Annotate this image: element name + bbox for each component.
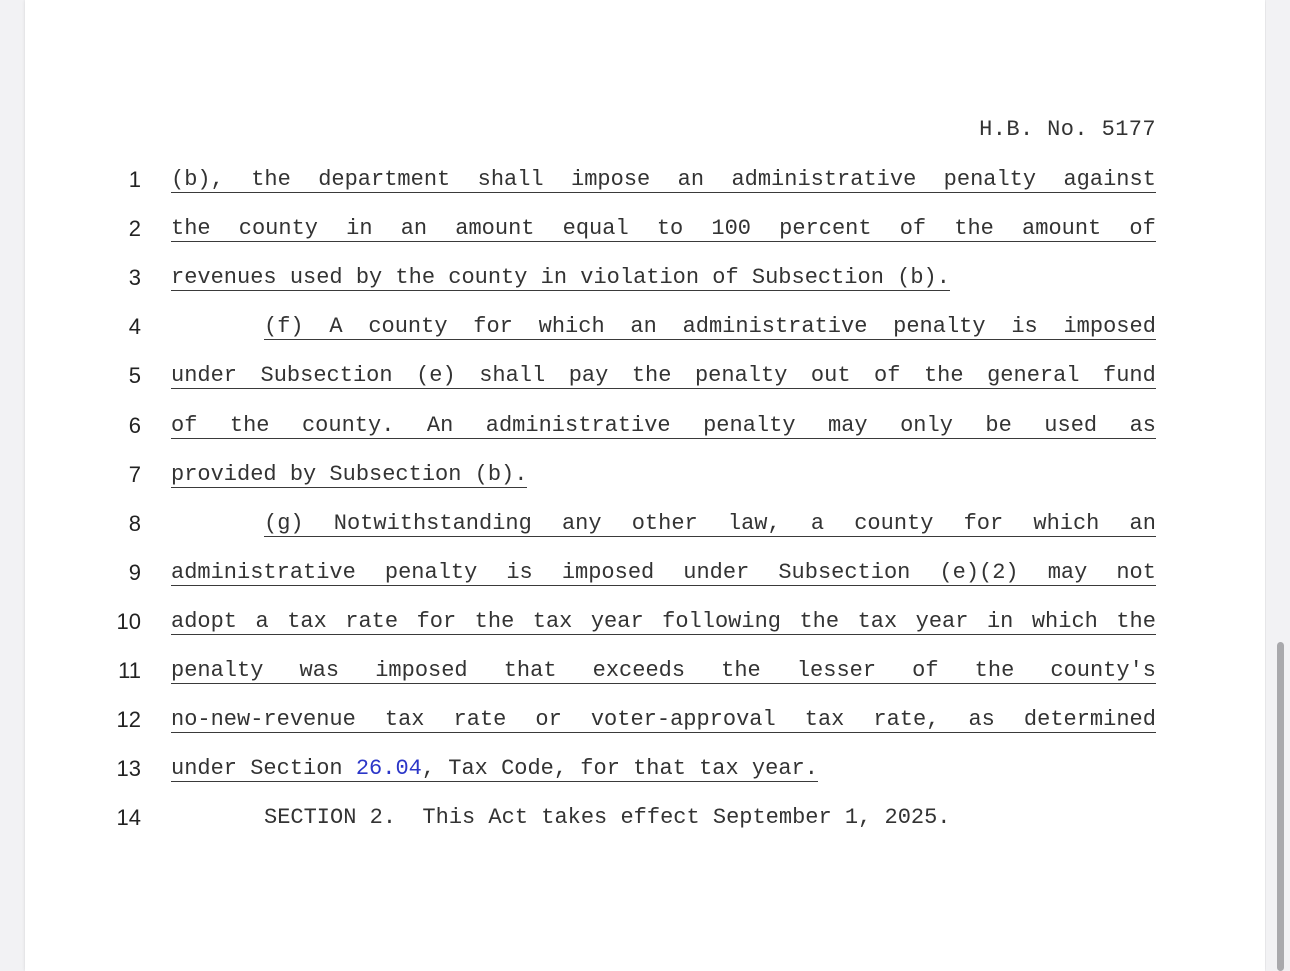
word: (g): [264, 510, 304, 536]
justified-underlined-text: [171, 705, 1156, 733]
word: following: [662, 608, 781, 634]
word: is: [506, 559, 533, 585]
line-number: 7: [128, 461, 141, 487]
word: out: [810, 363, 851, 389]
word: (e): [416, 363, 456, 389]
word: tax: [857, 608, 898, 634]
word: as: [968, 707, 995, 733]
line-text: [171, 754, 1156, 784]
word: penalty: [171, 658, 264, 683]
scrollbar-thumb[interactable]: [1277, 642, 1284, 971]
bill-line: [25, 607, 1265, 637]
word: was: [299, 658, 340, 683]
word: penalty: [943, 167, 1037, 192]
justified-underlined-text: [171, 361, 1156, 389]
bill-line: [25, 411, 1265, 441]
word: amount: [1022, 216, 1102, 242]
bill-line: [25, 754, 1265, 784]
justified-underlined-text: [264, 312, 1156, 340]
text-after-link: , Tax Code, for that tax year.: [421, 756, 818, 782]
word: imposed: [561, 559, 655, 585]
word: voter-approval: [590, 707, 776, 733]
line-text: [171, 214, 1156, 242]
word: the: [974, 658, 1015, 683]
word: county: [368, 314, 448, 340]
line-text: [171, 165, 1156, 193]
line-text: [171, 361, 1156, 389]
word: that: [503, 658, 557, 683]
justified-underlined-text: [171, 214, 1156, 242]
bill-line: [25, 509, 1265, 539]
word: for: [473, 314, 513, 340]
word: law,: [727, 510, 781, 536]
word: penalty: [384, 559, 478, 585]
word: penalty: [694, 363, 788, 389]
word: impose: [571, 167, 651, 192]
word: the: [1116, 608, 1156, 634]
bill-line: [25, 361, 1265, 391]
underlined-text: revenues used by the county in violation of Subsection (b).: [171, 265, 950, 291]
justified-underlined-text: [171, 558, 1156, 586]
line-number: 8: [128, 510, 141, 536]
word: the: [799, 608, 840, 634]
word: administrative: [682, 314, 868, 340]
word: administrative: [485, 412, 671, 438]
underlined-text: [171, 754, 818, 782]
word: lesser: [796, 658, 877, 683]
word: of: [171, 412, 198, 438]
word: penalty: [703, 412, 796, 438]
word: no-new-revenue: [171, 707, 356, 733]
word: as: [1129, 412, 1156, 438]
line-text: [171, 656, 1156, 684]
word: (e)(2): [939, 559, 1019, 585]
word: which: [1031, 608, 1098, 634]
word: fund: [1103, 363, 1156, 389]
line-number: 2: [128, 216, 141, 242]
word: against: [1063, 167, 1156, 192]
word: amount: [455, 216, 535, 242]
word: under: [171, 363, 238, 389]
word: other: [631, 510, 698, 536]
word: in: [986, 608, 1014, 634]
word: (b),: [171, 167, 224, 192]
word: used: [1044, 412, 1098, 438]
line-text: [171, 705, 1156, 733]
word: A: [329, 314, 343, 340]
justified-underlined-text: [171, 656, 1156, 684]
plain-text: SECTION 2. This Act takes effect September 1, 2025.: [264, 805, 951, 831]
justified-underlined-text: [264, 509, 1156, 537]
word: under: [683, 559, 750, 585]
word: adopt: [171, 608, 238, 634]
word: an: [630, 314, 657, 340]
line-number: 1: [128, 167, 141, 192]
bill-line: [25, 312, 1265, 342]
line-number: 12: [116, 707, 141, 733]
word: the: [631, 363, 672, 389]
word: of: [1129, 216, 1156, 242]
bill-number-header: H.B. No. 5177: [979, 117, 1156, 142]
section-link[interactable]: 26.04: [355, 756, 422, 782]
word: the: [923, 363, 964, 389]
word: year: [915, 608, 969, 634]
word: administrative: [171, 559, 356, 585]
word: shall: [477, 167, 544, 192]
word: An: [426, 412, 454, 438]
justified-underlined-text: [171, 411, 1156, 439]
text-before-link: under Section: [171, 756, 356, 782]
word: percent: [779, 216, 872, 242]
word: general: [987, 363, 1080, 389]
word: of: [899, 216, 927, 242]
line-number: 9: [128, 559, 141, 585]
word: may: [1047, 559, 1088, 585]
word: rate,: [873, 707, 940, 733]
word: (f): [264, 314, 304, 340]
justified-underlined-text: [171, 607, 1156, 635]
word: a: [255, 608, 269, 634]
word: department: [318, 167, 451, 192]
word: exceeds: [592, 658, 686, 683]
word: for: [416, 608, 457, 634]
word: not: [1116, 559, 1156, 585]
line-text: [264, 509, 1156, 537]
word: pay: [568, 363, 609, 389]
word: is: [1011, 314, 1038, 340]
word: which: [538, 314, 605, 340]
line-text: [264, 803, 1156, 833]
bill-line: [25, 656, 1265, 686]
line-number: 13: [116, 756, 141, 782]
bill-line: [25, 214, 1265, 244]
word: the: [229, 412, 270, 438]
word: Subsection: [778, 559, 911, 585]
word: the: [251, 167, 291, 192]
bill-line: [25, 263, 1265, 293]
scrollbar-track[interactable]: [1266, 0, 1290, 971]
bill-line: [25, 165, 1265, 195]
bill-line: [25, 803, 1265, 833]
word: in: [346, 216, 373, 242]
word: year: [590, 608, 644, 634]
word: county's: [1050, 658, 1156, 683]
word: the: [954, 216, 994, 242]
word: an: [677, 167, 705, 192]
word: of: [874, 363, 901, 389]
word: county: [238, 216, 318, 242]
word: or: [535, 707, 562, 733]
justified-underlined-text: [171, 165, 1156, 193]
word: an: [400, 216, 428, 242]
line-text: [171, 558, 1156, 586]
word: only: [900, 412, 953, 438]
word: county: [854, 510, 934, 536]
word: tax: [384, 707, 425, 733]
line-text: [171, 411, 1156, 439]
line-number: 6: [128, 412, 141, 438]
line-text: [171, 460, 1156, 490]
line-number: 5: [128, 363, 141, 389]
word: determined: [1023, 707, 1156, 733]
word: county.: [301, 412, 395, 438]
word: a: [810, 510, 825, 536]
word: be: [985, 412, 1012, 438]
word: the: [474, 608, 515, 634]
word: tax: [287, 608, 327, 634]
word: imposed: [375, 658, 468, 683]
line-number: 10: [116, 608, 141, 634]
bill-page: [25, 0, 1265, 971]
word: rate: [453, 707, 507, 733]
word: an: [1129, 510, 1156, 536]
bill-line: [25, 558, 1265, 588]
word: tax: [532, 608, 573, 634]
word: for: [963, 510, 1004, 536]
word: of: [912, 658, 939, 683]
word: to: [656, 216, 684, 242]
word: the: [721, 658, 761, 683]
line-number: 3: [128, 265, 141, 291]
line-text: [171, 607, 1156, 635]
line-number: 14: [116, 805, 141, 831]
bill-line: [25, 460, 1265, 490]
line-text: [171, 263, 1156, 293]
underlined-text: provided by Subsection (b).: [171, 461, 528, 487]
word: administrative: [731, 167, 917, 192]
word: tax: [804, 707, 845, 733]
word: imposed: [1063, 314, 1156, 340]
word: may: [828, 412, 868, 438]
word: Notwithstanding: [333, 510, 532, 536]
word: any: [561, 510, 602, 536]
line-number: 4: [128, 314, 141, 340]
word: which: [1033, 510, 1100, 536]
word: Subsection: [260, 363, 393, 389]
line-text: [264, 312, 1156, 340]
bill-line: [25, 705, 1265, 735]
word: penalty: [893, 314, 986, 340]
line-number: 11: [118, 658, 141, 683]
word: rate: [345, 608, 399, 634]
word: 100: [711, 216, 751, 242]
word: shall: [479, 363, 546, 389]
word: equal: [562, 216, 629, 242]
word: the: [171, 216, 211, 242]
